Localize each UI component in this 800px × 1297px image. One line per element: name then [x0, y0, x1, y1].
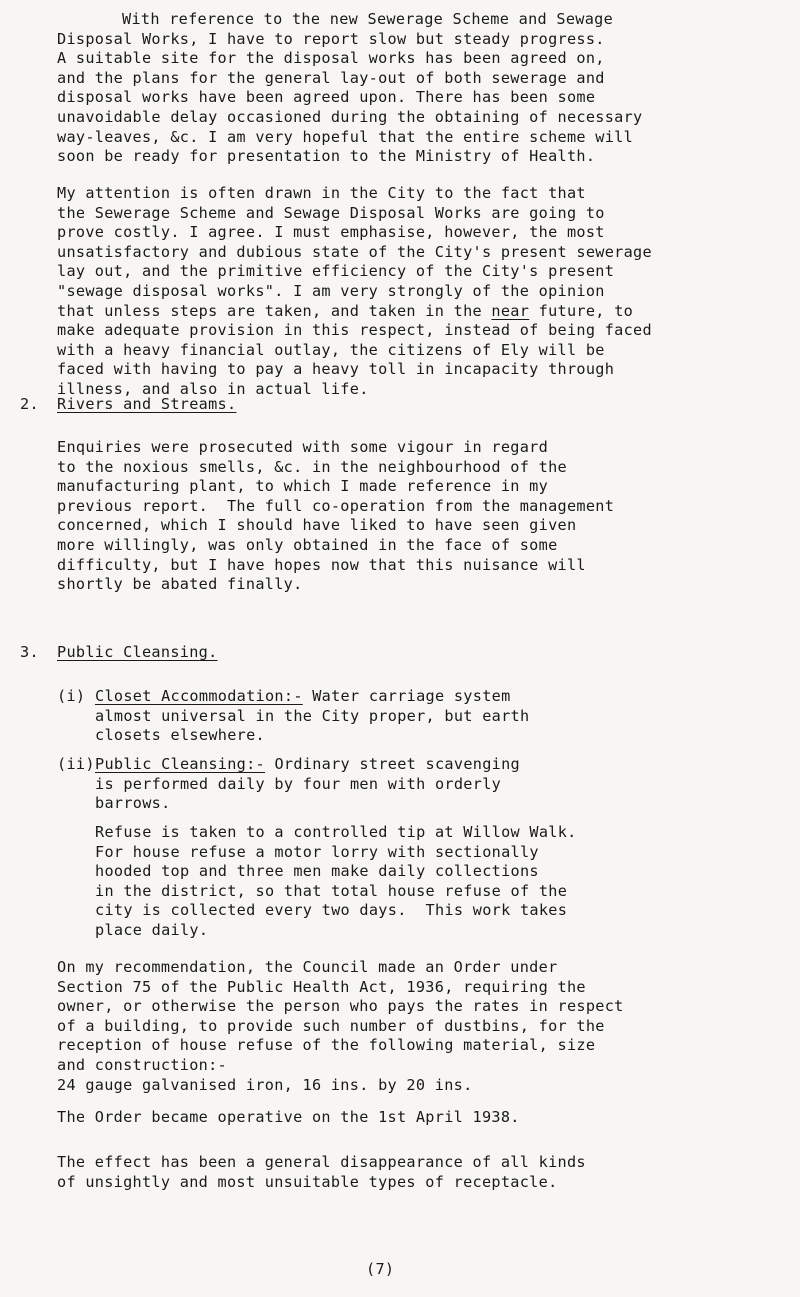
text-line: Refuse is taken to a controlled tip at Willow Walk.	[95, 823, 577, 841]
text-line: with a heavy financial outlay, the citizens of Ely will be	[57, 340, 605, 359]
text-line: unavoidable delay occasioned during the obtaining of necessary	[57, 107, 643, 126]
section-2-heading: Rivers and Streams.	[57, 395, 237, 413]
text-line: shortly be abated finally.	[57, 575, 303, 594]
text-line: city is collected every two days. This work takes	[95, 901, 568, 920]
text-segment: Ordinary street scavenging	[265, 755, 520, 773]
item-i-title: Closet Accommodation:-	[95, 687, 303, 705]
text-line: "sewage disposal works". I am very strongly of the opinion	[57, 281, 605, 300]
text-line: make adequate provision in this respect, instead of being faced	[57, 321, 652, 340]
text-line: closets elsewhere.	[95, 726, 265, 745]
operative-paragraph	[57, 1108, 797, 1128]
text-line: Enquiries were prosecuted with some vigour in regard	[57, 438, 549, 456]
text-line: place daily.	[95, 920, 209, 939]
underlined-word: near	[491, 301, 530, 320]
text-line: 24 gauge galvanised iron, 16 ins. by 20 ins.	[57, 1075, 473, 1094]
item-i-label: (i)	[57, 687, 86, 705]
text-line: illness, and also in actual life.	[57, 379, 369, 398]
text-line	[57, 302, 797, 322]
page-number: (7)	[366, 1260, 395, 1278]
text-line: My attention is often drawn in the City to the fact that	[57, 184, 586, 202]
text-line: lay out, and the primitive efficiency of the City's present	[57, 262, 615, 281]
text-line: faced with having to pay a heavy toll in incapacity through	[57, 360, 615, 379]
section-3-number: 3.	[20, 643, 39, 661]
effect-paragraph	[57, 1153, 797, 1192]
text-line: in the district, so that total house refuse of the	[95, 881, 568, 900]
text-line: On my recommendation, the Council made an Order under	[57, 958, 558, 976]
text-line	[95, 687, 800, 707]
intro-paragraph-2	[57, 184, 797, 400]
text-line: unsatisfactory and dubious state of the City's present sewerage	[57, 242, 652, 261]
section-3-heading: Public Cleansing.	[57, 643, 218, 661]
text-segment: Water carriage system	[302, 687, 511, 705]
text-line	[95, 755, 800, 775]
text-line: For house refuse a motor lorry with sectionally	[95, 842, 539, 861]
text-line: prove costly. I agree. I must emphasise, however, the most	[57, 223, 605, 242]
text-line: Section 75 of the Public Health Act, 1936, requiring the	[57, 977, 586, 996]
text-line: and the plans for the general lay-out of both sewerage and	[57, 68, 605, 87]
text-segment: that unless steps are taken, and taken in the	[57, 301, 492, 320]
text-line: more willingly, was only obtained in the face of some	[57, 535, 558, 554]
text-line: disposal works have been agreed upon. There has been some	[57, 88, 596, 107]
text-line: of a building, to provide such number of dustbins, for the	[57, 1016, 605, 1035]
text-line: Disposal Works, I have to report slow but steady progress.	[57, 29, 605, 48]
order-paragraph	[57, 958, 797, 1095]
text-line: owner, or otherwise the person who pays the rates in respect	[57, 997, 624, 1016]
text-line: The effect has been a general disappearance of all kinds	[57, 1153, 586, 1171]
text-line: With reference to the new Sewerage Scheme and Sewage	[122, 10, 614, 28]
text-line: previous report. The full co-operation from the management	[57, 496, 615, 515]
item-ii-title: Public Cleansing:-	[95, 755, 265, 773]
section-2-number: 2.	[20, 395, 39, 413]
text-line: difficulty, but I have hopes now that this nuisance will	[57, 555, 586, 574]
item-i-text	[95, 687, 800, 746]
text-line: hooded top and three men make daily collections	[95, 862, 539, 881]
text-line: way-leaves, &c. I am very hopeful that the entire scheme will	[57, 127, 634, 146]
text-segment: future, to	[529, 301, 634, 320]
text-line: A suitable site for the disposal works has been agreed on,	[57, 49, 605, 68]
text-line: and construction:-	[57, 1055, 227, 1074]
item-ii-text	[95, 755, 800, 814]
text-line: to the noxious smells, &c. in the neighbourhood of the	[57, 457, 567, 476]
text-line: soon be ready for presentation to the Ministry of Health.	[57, 147, 596, 166]
text-line: manufacturing plant, to which I made reference in my	[57, 477, 549, 496]
text-line: is performed daily by four men with orderly	[95, 774, 502, 793]
intro-paragraph-1	[57, 10, 797, 167]
text-line: The Order became operative on the 1st April 1938.	[57, 1108, 520, 1126]
item-ii-label: (ii)	[57, 755, 95, 773]
text-line: barrows.	[95, 794, 171, 813]
text-line: concerned, which I should have liked to have seen given	[57, 516, 577, 535]
text-line: reception of house refuse of the following material, size	[57, 1036, 596, 1055]
refuse-paragraph	[95, 823, 800, 941]
section-2-paragraph	[57, 438, 797, 595]
text-line: almost universal in the City proper, but earth	[95, 706, 530, 725]
text-line: of unsightly and most unsuitable types of receptacle.	[57, 1172, 558, 1191]
text-line: the Sewerage Scheme and Sewage Disposal Works are going to	[57, 203, 605, 222]
